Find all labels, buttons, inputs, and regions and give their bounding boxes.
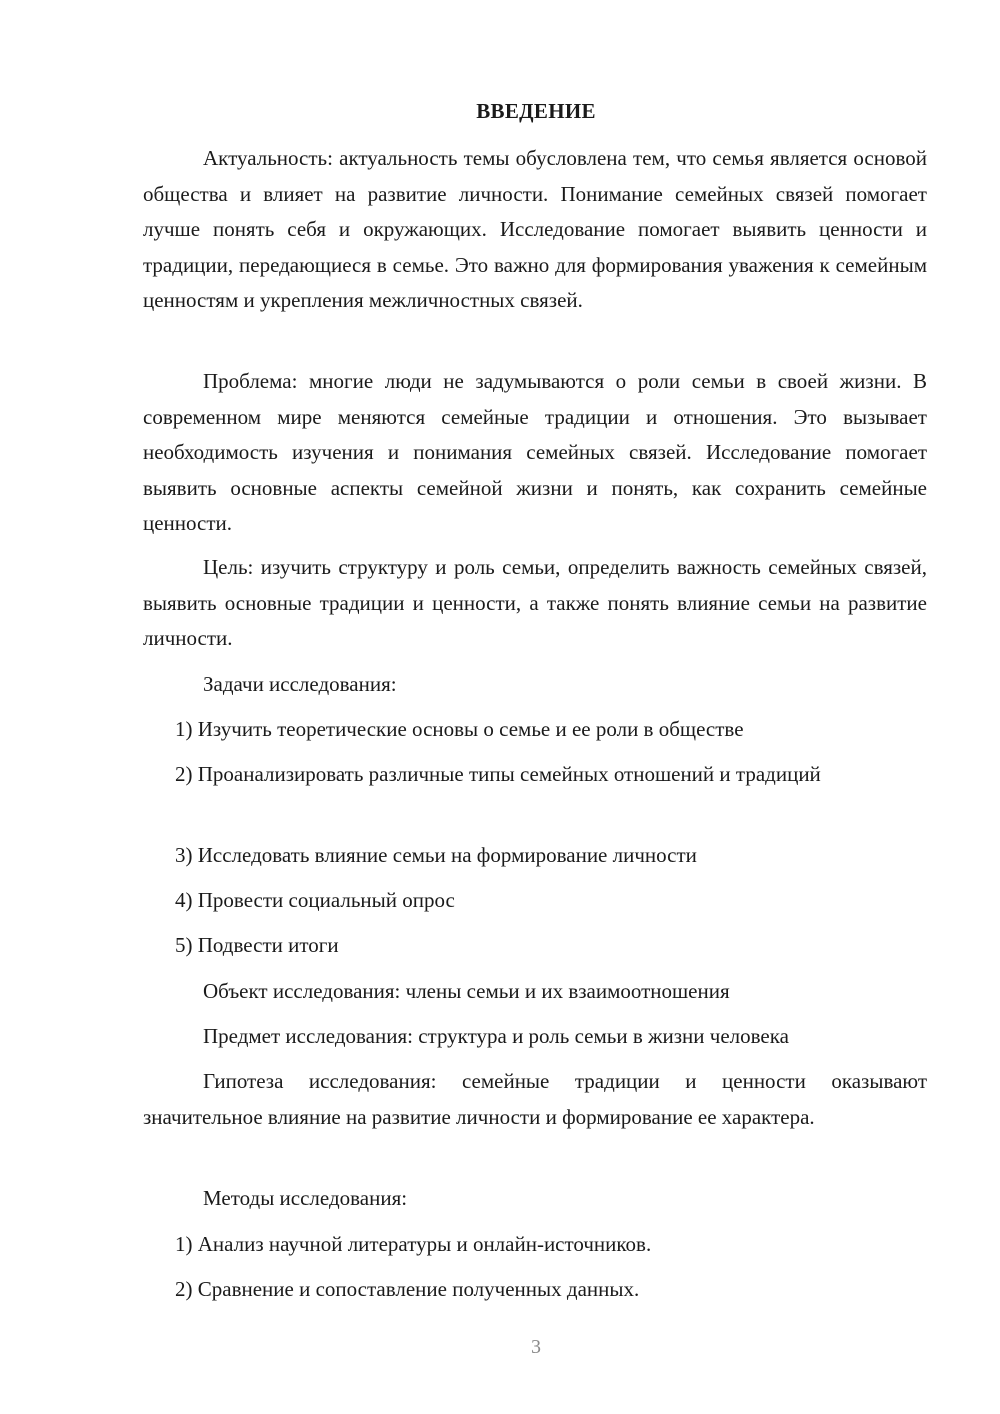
document-title: ВВЕДЕНИЕ: [476, 99, 596, 123]
task-item: 5) Подвести итоги: [175, 933, 339, 957]
paragraph-relevance: Актуальность: актуальность темы обусловлена тем, что семья является основой общества и влияет на развитие личности. Понимание семейных связей помогает лучше понять себя и окружающих. Исследование помогает выявить ценности и традиции, передающиеся в семье. Это важно для формирования уважения к семейным ценностям и укрепления межличностных связей.: [143, 146, 927, 312]
task-item: 1) Изучить теоретические основы о семье и ее роли в обществе: [175, 717, 744, 741]
page-number: 3: [531, 1336, 541, 1358]
research-object: Объект исследования: члены семьи и их взаимоотношения: [203, 979, 730, 1003]
research-subject: Предмет исследования: структура и роль семьи в жизни человека: [203, 1024, 789, 1048]
tasks-heading: Задачи исследования:: [203, 672, 397, 696]
task-item: 4) Провести социальный опрос: [175, 888, 455, 912]
research-hypothesis: Гипотеза исследования: семейные традиции и ценности оказывают значительное влияние на развитие личности и формирование ее характера.: [143, 1069, 927, 1129]
method-item: 1) Анализ научной литературы и онлайн-источников.: [175, 1232, 652, 1256]
paragraph-problem: Проблема: многие люди не задумываются о роли семьи в своей жизни. В современном мире меняются семейные традиции и отношения. Это вызывает необходимость изучения и понимания семейных связей. Исследование помогает выявить основные аспекты семейной жизни и понять, как сохранить семейные ценности.: [143, 369, 927, 535]
method-item: 2) Сравнение и сопоставление полученных данных.: [175, 1277, 640, 1301]
paragraph-goal: Цель: изучить структуру и роль семьи, определить важность семейных связей, выявить основные традиции и ценности, а также понять влияние семьи на развитие личности.: [143, 555, 927, 650]
methods-heading: Методы исследования:: [203, 1186, 408, 1210]
task-item: 2) Проанализировать различные типы семейных отношений и традиций: [175, 762, 821, 786]
task-item: 3) Исследовать влияние семьи на формирование личности: [175, 843, 697, 867]
